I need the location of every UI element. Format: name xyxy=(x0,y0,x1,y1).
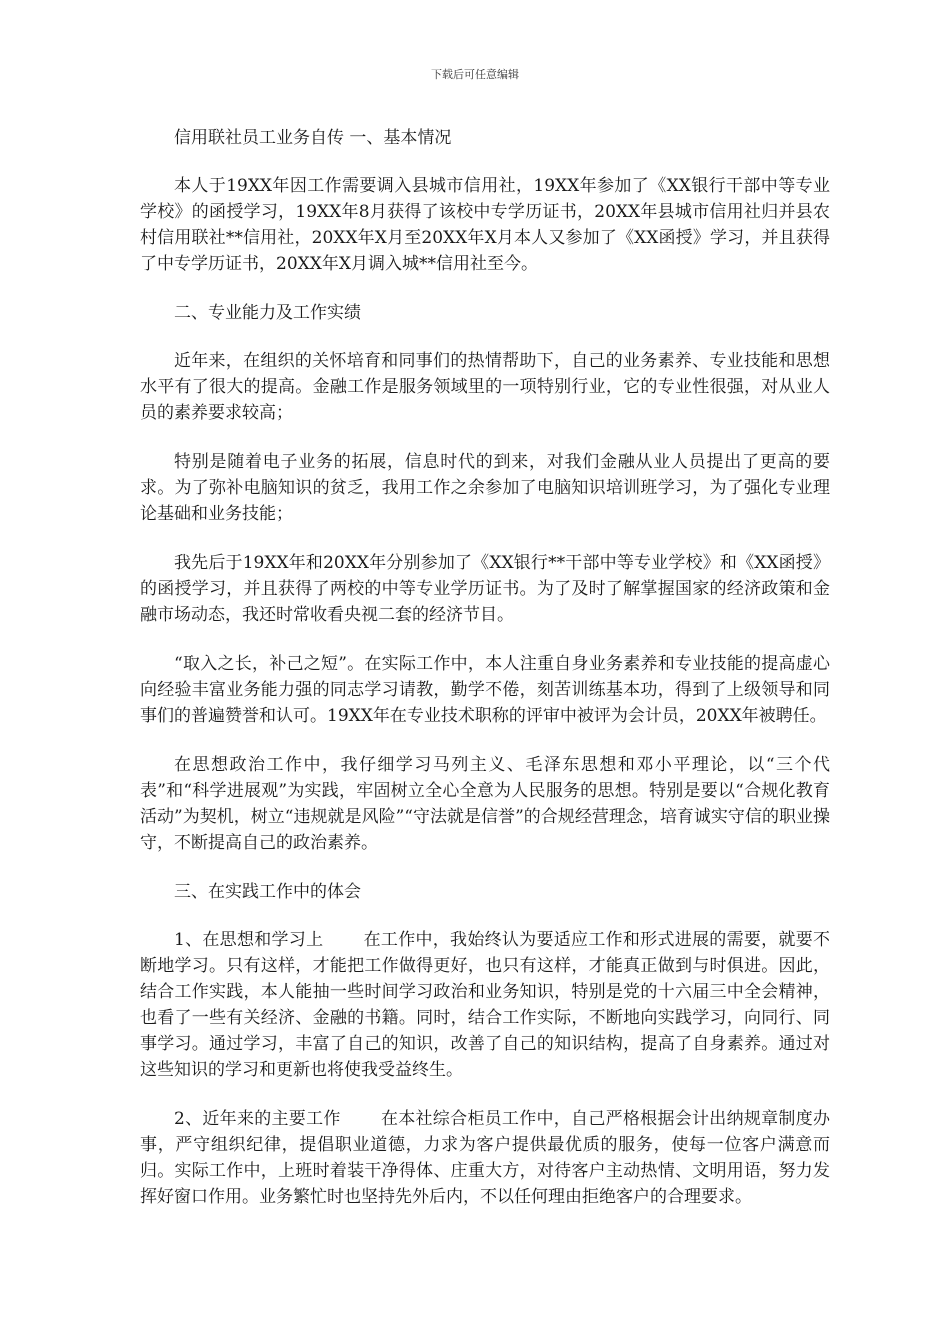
page-header: 下载后可任意编辑 xyxy=(431,68,519,81)
heading-basic-info: 信用联社员工业务自传 一、基本情况 xyxy=(174,128,452,148)
paragraph-lead: 1、在思想和学习上 xyxy=(174,930,324,950)
paragraph-text: 在本社综合柜员工作中，自己严格根据会计出纳规章制度办事，严守组织纪律，提倡职业道德，力求为客户提供最优质的服务，使每一位客户满意而归。实际工作中，上班时着装干净得体、庄重大方，对待客户主动热情、文明用语，努力发挥好窗口作用。业务繁忙时也坚持先外后内，不以任何理由拒绝客户的合理要求。 xyxy=(140,1109,831,1207)
paragraph-thought-and-study xyxy=(140,927,830,1083)
paragraph-electronic-business: 特别是随着电子业务的拓展，信息时代的到来，对我们金融从业人员提出了更高的要求。为了弥补电脑知识的贫乏，我用工作之余参加了电脑知识培训班学习，为了强化专业理论基础和业务技能； xyxy=(140,452,830,524)
heading-professional-ability: 二、专业能力及工作实绩 xyxy=(174,303,361,323)
paragraph-lead: 2、近年来的主要工作 xyxy=(174,1109,341,1129)
paragraph-basic-info: 本人于19XX年因工作需要调入县城市信用社，19XX年参加了《XX银行干部中等专业学校》的函授学习，19XX年8月获得了该校中专学历证书，20XX年县城市信用社归并县农村信用联社**信用社，20XX年X月至20XX年X月本人又参加了《XX函授》学习，并且获得了中专学历证书，20XX年X月调入城**信用社至今。 xyxy=(140,176,830,274)
paragraph-recent-years: 近年来，在组织的关怀培育和同事们的热情帮助下，自己的业务素养、专业技能和思想水平有了很大的提高。金融工作是服务领域里的一项特别行业，它的专业性很强，对从业人员的素养要求较高； xyxy=(140,351,830,423)
document-body xyxy=(140,125,830,1233)
paragraph-political-work: 在思想政治工作中，我仔细学习马列主义、毛泽东思想和邓小平理论，以“三个代表”和“科学进展观”为实践，牢固树立全心全意为人民服务的思想。特别是要以“合规化教育活动”为契机，树立“违规就是风险”“守法就是信誉”的合规经营理念，培育诚实守信的职业操守，不断提高自己的政治素养。 xyxy=(140,755,830,853)
paragraph-correspondence-study: 我先后于19XX年和20XX年分别参加了《XX银行**干部中等专业学校》和《XX函授》的函授学习，并且获得了两校的中等专业学历证书。为了及时了解掌握国家的经济政策和金融市场动态，我还时常收看央视二套的经济节目。 xyxy=(140,553,830,625)
paragraph-main-work xyxy=(140,1106,830,1210)
heading-practice-experience: 三、在实践工作中的体会 xyxy=(174,882,361,902)
paragraph-learn-strengths: “取入之长，补己之短”。在实际工作中，本人注重自身业务素养和专业技能的提高虚心向经验丰富业务能力强的同志学习请教，勤学不倦，刻苦训练基本功，得到了上级领导和同事们的普遍赞誉和认可。19XX年在专业技术职称的评审中被评为会计员，20XX年被聘任。 xyxy=(140,654,830,726)
paragraph-text: 在工作中，我始终认为要适应工作和形式进展的需要，就要不断地学习。只有这样，才能把工作做得更好，也只有这样，才能真正做到与时俱进。因此，结合工作实践，本人能抽一些时间学习政治和业务知识，特别是党的十六届三中全会精神，也看了一些有关经济、金融的书籍。同时，结合工作实际，不断地向实践学习，向同行、同事学习。通过学习，丰富了自己的知识，改善了自己的知识结构，提高了自身素养。通过对这些知识的学习和更新也将使我受益终生。 xyxy=(140,930,830,1080)
